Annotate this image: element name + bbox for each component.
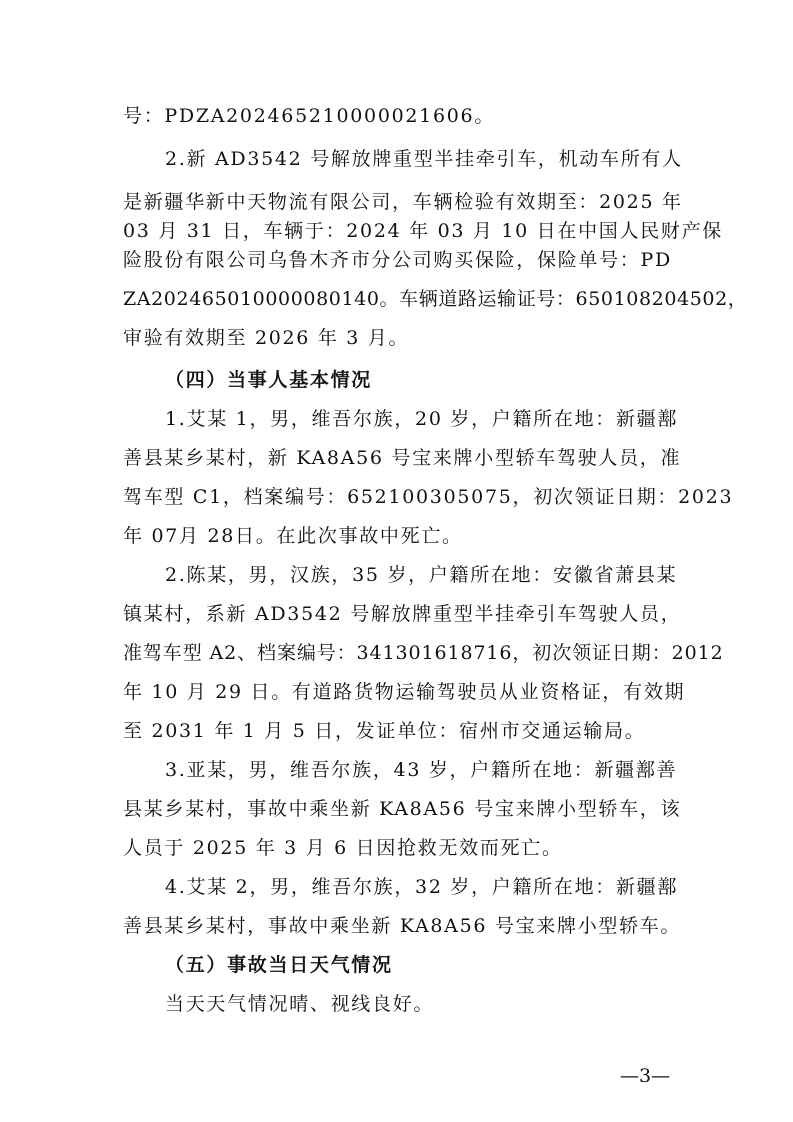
body-line: 县某乡某村，事故中乘坐新 KA8A56 号宝来牌小型轿车，该 xyxy=(123,798,682,820)
body-line: 是新疆华新中天物流有限公司，车辆检验有效期至：2025 年 xyxy=(123,191,683,213)
body-line: 险股份有限公司乌鲁木齐市分公司购买保险，保险单号：PD xyxy=(123,249,672,271)
body-line: 善县某乡某村，新 KA8A56 号宝来牌小型轿车驾驶人员，准 xyxy=(123,447,682,469)
body-line: 驾车型 C1，档案编号：652100305075，初次领证日期：2023 xyxy=(123,486,734,508)
body-line: 镇某村，系新 AD3542 号解放牌重型半挂牵引车驾驶人员， xyxy=(123,603,682,625)
body-line: 1.艾某 1，男，维吾尔族，20 岁，户籍所在地：新疆鄯 xyxy=(165,408,679,430)
body-line: 2.新 AD3542 号解放牌重型半挂牵引车，机动车所有人 xyxy=(165,148,683,170)
section-heading-weather: 善县某乡某村，事故中乘坐新 KA8A56 号宝来牌小型轿车。 xyxy=(123,915,682,937)
body-line: 2.陈某，男，汉族，35 岁，户籍所在地：安徽省萧县某 xyxy=(165,564,678,586)
body-line: ZA202465010000080140。车辆道路运输证号：650108204502， xyxy=(123,288,748,310)
page-number: —3— xyxy=(620,1065,671,1087)
body-line: 当天天气情况晴、视线良好。 xyxy=(165,993,435,1015)
body-line: 年 07月 28日。在此次事故中死亡。 xyxy=(123,525,463,547)
body-line: 号：PDZA202465210000021606。 xyxy=(123,105,496,127)
body-line: 3.亚某，男，维吾尔族，43 岁，户籍所在地：新疆鄯善 xyxy=(165,759,678,781)
body-line: 4.艾某 2，男，维吾尔族，32 岁，户籍所在地：新疆鄯 xyxy=(165,876,679,898)
section-heading-parties: （四）当事人基本情况 xyxy=(165,369,373,391)
body-line: 年 10 月 29 日。有道路货物运输驾驶员从业资格证，有效期 xyxy=(123,681,686,703)
body-line: 人员于 2025 年 3 月 6 日因抢救无效而死亡。 xyxy=(123,837,563,859)
body-line: 审验有效期至 2026 年 3 月。 xyxy=(123,327,410,349)
body-line: 03 月 31 日，车辆于：2024 年 03 月 10 日在中国人民财产保 xyxy=(123,220,723,242)
body-line: 准驾车型 A2、档案编号：341301618716，初次领证日期：2012 xyxy=(123,642,724,664)
body-line: 至 2031 年 1 月 5 日，发证单位：宿州市交通运输局。 xyxy=(123,720,646,742)
body-line: （五）事故当日天气情况 xyxy=(165,954,393,976)
